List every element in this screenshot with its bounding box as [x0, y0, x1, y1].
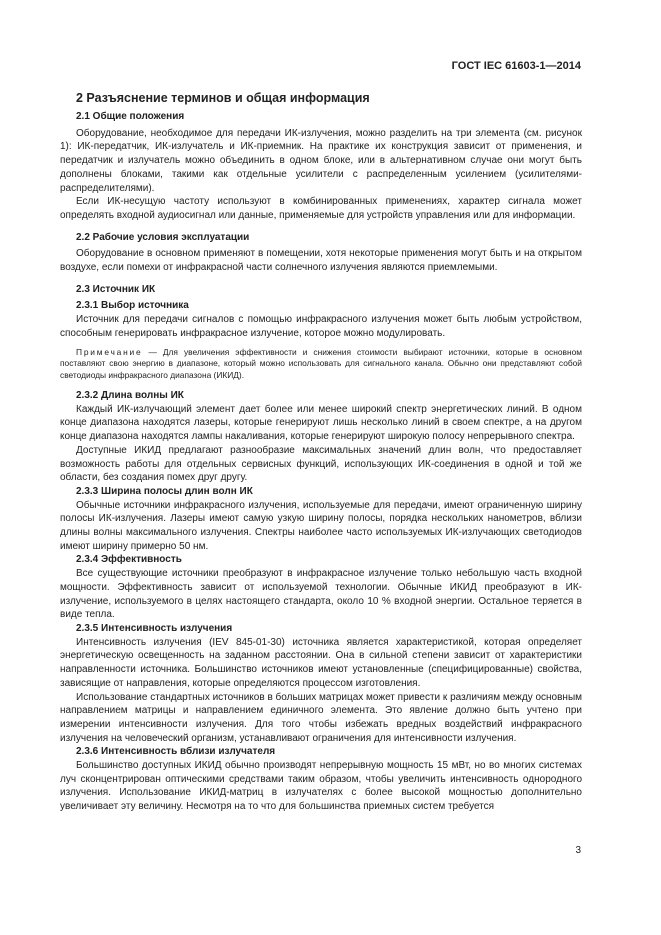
section-2-3-2-title: 2.3.2 Длина волны ИК: [76, 390, 184, 402]
paragraph: Большинство доступных ИКИД обычно производят непрерывную мощность 15 мВт, но во многих системах луч сконцентрирован оптическими средствами таким образом, чтобы увеличить интенсивность однородного излучения. Использование ИКИД-матриц в излучателях с более высокой мощностью дополнительно увеличивает эту величину. Несмотря на то что для большинства приемных систем требуется: [60, 760, 582, 813]
paragraph: Источник для передачи сигналов с помощью инфракрасного излучения может быть любым устройством, способным генерировать инфракрасное излучение, которое можно модулировать.: [60, 314, 582, 339]
page-number: 3: [575, 845, 581, 856]
paragraph: Каждый ИК-излучающий элемент дает более или менее широкий спектр энергетических линий. В одном конце диапазона находятся лазеры, которые генерируют лишь несколько линий в своем спектре, а на другом конце диапазона находятся лампы накаливания, которые генерируют широкую полосу непрерывного спектра.: [60, 403, 582, 443]
section-2-1-title: 2.1 Общие положения: [76, 111, 185, 122]
section-2-2-title: 2.2 Рабочие условия эксплуатации: [76, 231, 250, 243]
paragraph: Все существующие источники преобразуют в инфракрасное излучение только небольшую часть входной мощности. Эффективность зависит от используемой технологии. Обычные ИКИД преобразуют в ИК-излучение, используемого в целях настоящего стандарта, около 10 % входной энергии. Остальное теряется в виде тепла.: [60, 568, 582, 621]
document-header: ГОСТ IEC 61603-1—2014: [451, 60, 581, 72]
paragraph: Использование стандартных источников в больших матрицах может привести к различиям между основным направлением матрицы и направлением единичного элемента. Это явление должно быть учтено при измерении интенсивности излучения. Для того чтобы избежать вредных воздействий инфракрасного излучения на человеческий организм, устанавливают ограничения для интенсивности излучения.: [60, 691, 583, 744]
paragraph: Обычные источники инфракрасного излучения, используемые для передачи, имеют ограниченную ширину полосы ИК-излучения. Лазеры имеют самую узкую ширину полосы, порядка нескольких нанометров, вблизи длины волны максимального излучения. Спектры наиболее часто используемых ИК-излучающих светодиодов имеют ширину примерно 50 нм.: [60, 499, 582, 552]
paragraph: Оборудование, необходимое для передачи ИК-излучения, можно разделить на три элемента (см. рисунок 1): ИК-передатчик, ИК-излучатель и ИК-приемник. На практике их конструкция зависит от применения, и передатчик и излучатель можно объединить в одном блоке, или в альтернативном случае они могут быть дополнены блоками, такими как отдельные усилители с распределенным усилением (усилителями-распределителями).: [60, 127, 582, 194]
note: [60, 347, 582, 382]
section-2-3-5-title: 2.3.5 Интенсивность излучения: [76, 623, 233, 634]
section-2-title: 2 Разъяснение терминов и общая информация: [76, 91, 370, 105]
paragraph: Доступные ИКИД предлагают разнообразие максимальных значений длин волн, что предоставляет возможность работы для отдельных сервисных функций, использующих ИК-соединения в одной и той же области, без создания помех друг другу.: [60, 444, 582, 484]
paragraph: Оборудование в основном применяют в помещении, хотя некоторые применения могут быть и на открытом воздухе, если помехи от инфракрасной части солнечного излучения являются приемлемыми.: [60, 248, 582, 274]
paragraph: Если ИК-несущую частоту используют в комбинированных применениях, характер сигнала может определять входной аудиосигнал или данные, применяемые для устройств управления или для информации.: [60, 196, 582, 221]
section-2-3-1-title: 2.3.1 Выбор источника: [76, 300, 189, 312]
paragraph: Интенсивность излучения (IEV 845-01-30) источника является характеристикой, которая определяет энергетическую освещенность на заданном расстоянии. Она в сильной степени зависит от характеристики направленности источника. Большинство источников имеют установленные (специфицированные) свойства, зависящие от направления, которые определяются процессом изготовления.: [60, 636, 582, 689]
section-2-3-6-title: 2.3.6 Интенсивность вблизи излучателя: [76, 746, 276, 758]
page-content: [60, 90, 582, 814]
section-2-3-4-title: 2.3.4 Эффективность: [76, 554, 182, 566]
section-2-3-title: 2.3 Источник ИК: [76, 283, 156, 295]
note-label: Примечание: [76, 346, 143, 357]
section-2-3-3-title: 2.3.3 Ширина полосы длин волн ИК: [76, 485, 253, 497]
note-text: — Для увеличения эффективности и снижения стоимости выбирают источники, которые в основном поставляют свою энергию в диапазоне, который можно использовать для сигнального канала. Обычно они представляют собой светодиоды инфракрасного диапазона (ИКИД).: [60, 346, 582, 380]
